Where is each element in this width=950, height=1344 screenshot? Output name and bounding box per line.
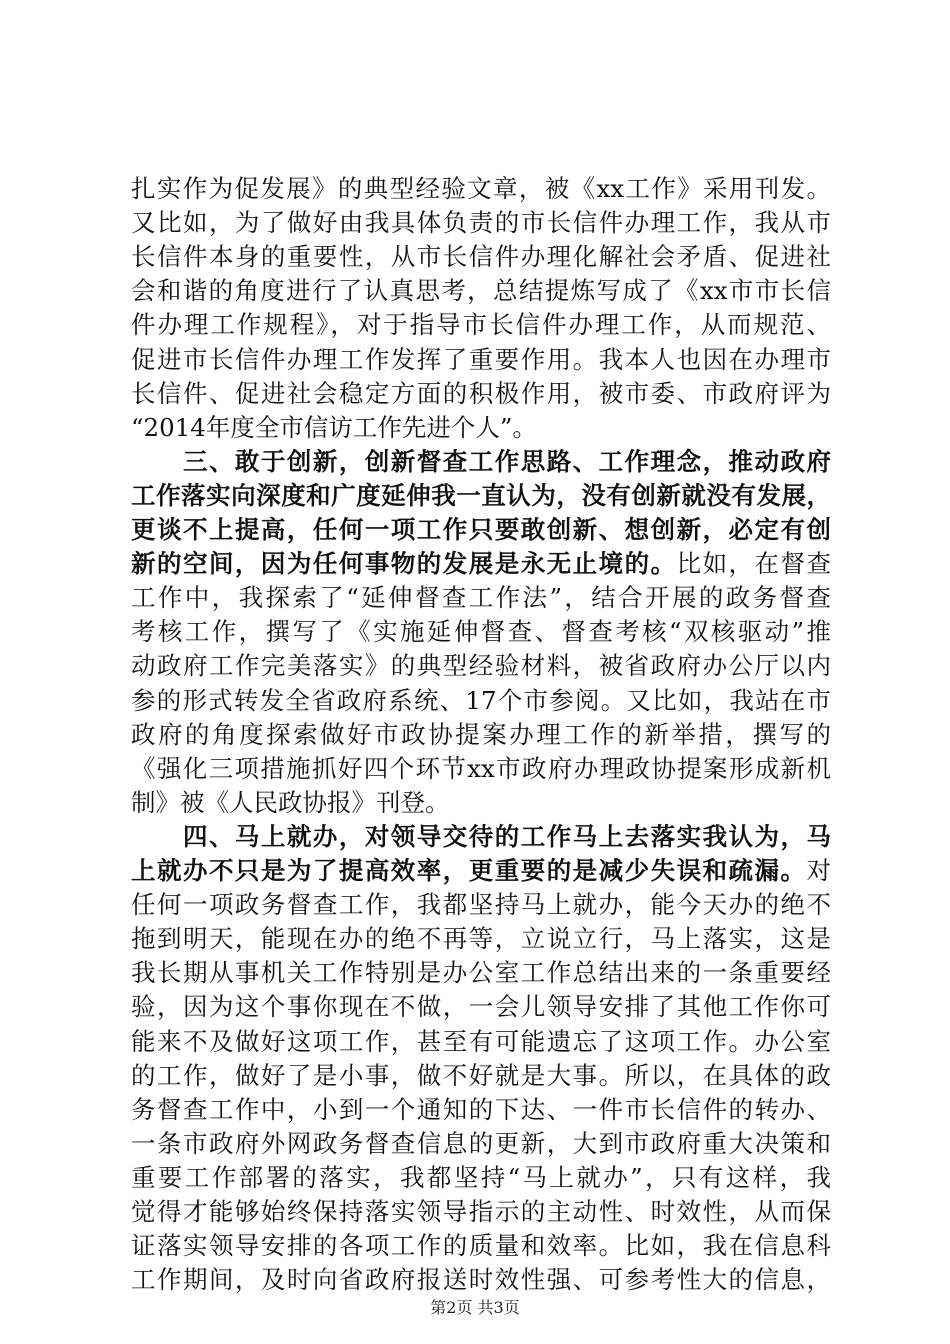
text-line: [131, 1229, 831, 1263]
text-segment: 一条市政府外网政务督查信息的更新，大到市政府重大决策和: [131, 1129, 831, 1158]
text-line: [131, 1195, 831, 1229]
text-line: [131, 274, 831, 308]
text-segment: 长信件本身的重要性，从市长信件办理化解社会矛盾、促进社: [131, 242, 831, 271]
text-line: [131, 990, 831, 1024]
text-line: [131, 343, 831, 377]
text-line: [131, 1161, 831, 1195]
text-segment: 考核工作，撰写了《实施延伸督查、督查考核“双核驱动”推: [131, 617, 831, 646]
text-segment: 动政府工作完美落实》的典型经验材料，被省政府办公厅以内: [131, 651, 831, 680]
text-segment: 《强化三项措施抓好四个环节xx市政府办理政协提案形成新机: [131, 754, 831, 783]
text-line: [131, 479, 831, 513]
page-footer: 第2页 共3页: [430, 1298, 520, 1317]
text-segment: 我长期从事机关工作特别是办公室工作总结出来的一条重要经: [131, 958, 831, 987]
text-line: [131, 1127, 831, 1161]
text-line: [131, 581, 831, 615]
text-segment: 会和谐的角度进行了认真思考，总结提炼写成了《xx市市长信: [131, 276, 831, 305]
text-line: [131, 1059, 831, 1093]
text-segment: 拖到明天，能现在办的绝不再等，立说立行，马上落实，这是: [131, 924, 831, 953]
text-segment: 工作中，我探索了“延伸督查工作法”，结合开展的政务督查: [131, 583, 831, 612]
text-segment: 对: [806, 856, 831, 885]
text-segment: 扎实作为促发展》的典型经验文章，被《xx工作》采用刊发。: [131, 174, 831, 203]
text-segment: 务督查工作中，小到一个通知的下达、一件市长信件的转办、: [131, 1095, 831, 1124]
text-line: [131, 445, 831, 479]
text-segment: 觉得才能够始终保持落实领导指示的主动性、时效性，从而保: [131, 1197, 831, 1226]
bold-text-segment: 工作落实向深度和广度延伸我一直认为，没有创新就没有发展，: [131, 481, 831, 510]
text-segment: “2014年度全市信访工作先进个人”。: [131, 413, 537, 442]
text-segment: 能来不及做好这项工作，甚至有可能遗忘了这项工作。办公室: [131, 1027, 831, 1056]
text-segment: 工作期间，及时向省政府报送时效性强、可参考性大的信息，: [131, 1265, 831, 1294]
text-line: [131, 888, 831, 922]
text-segment: 比如，在督查: [676, 549, 831, 578]
text-line: [131, 956, 831, 990]
bold-text-segment: 更谈不上提高，任何一项工作只要敢创新、想创新，必定有创: [131, 515, 831, 544]
text-segment: 政府的角度探索做好市政协提案办理工作的新举措，撰写的: [131, 720, 831, 749]
bold-text-segment: 上就办不只是为了提高效率，更重要的是减少失误和疏漏。: [131, 856, 807, 885]
text-line: [131, 240, 831, 274]
text-line: [131, 1263, 831, 1297]
text-segment: 任何一项政务督查工作，我都坚持马上就办，能今天办的绝不: [131, 890, 831, 919]
text-line: [131, 1093, 831, 1127]
text-line: [131, 513, 831, 547]
text-segment: 促进市长信件办理工作发挥了重要作用。我本人也因在办理市: [131, 345, 831, 374]
text-line: [131, 854, 831, 888]
text-segment: 验，因为这个事你现在不做，一会儿领导安排了其他工作你可: [131, 992, 831, 1021]
text-line: [131, 752, 831, 786]
bold-text-segment: 新的空间，因为任何事物的发展是永无止境的。: [131, 549, 677, 578]
text-line: [131, 377, 831, 411]
text-line: [131, 786, 831, 820]
text-segment: 制》被《人民政协报》刊登。: [131, 788, 450, 817]
text-line: [131, 820, 831, 854]
text-line: [131, 1025, 831, 1059]
text-line: [131, 615, 831, 649]
bold-text-segment: 三、敢于创新，创新督查工作思路、工作理念，推动政府: [131, 447, 831, 476]
text-line: [131, 922, 831, 956]
text-line: [131, 206, 831, 240]
text-segment: 证落实领导安排的各项工作的质量和效率。比如，我在信息科: [131, 1231, 831, 1260]
text-line: [131, 547, 831, 581]
text-line: [131, 718, 831, 752]
text-line: [131, 172, 831, 206]
text-line: [131, 411, 831, 445]
bold-text-segment: 四、马上就办，对领导交待的工作马上去落实我认为，马: [131, 822, 831, 851]
text-segment: 重要工作部署的落实，我都坚持“马上就办”，只有这样，我: [131, 1163, 831, 1192]
text-segment: 长信件、促进社会稳定方面的积极作用，被市委、市政府评为: [131, 379, 831, 408]
text-segment: 又比如，为了做好由我具体负责的市长信件办理工作，我从市: [131, 208, 831, 237]
text-segment: 参的形式转发全省政府系统、17个市参阅。又比如，我站在市: [131, 686, 831, 715]
text-segment: 件办理工作规程》，对于指导市长信件办理工作，从而规范、: [131, 310, 831, 339]
text-line: [131, 684, 831, 718]
text-line: [131, 308, 831, 342]
text-line: [131, 649, 831, 683]
text-segment: 的工作，做好了是小事，做不好就是大事。所以，在具体的政: [131, 1061, 831, 1090]
